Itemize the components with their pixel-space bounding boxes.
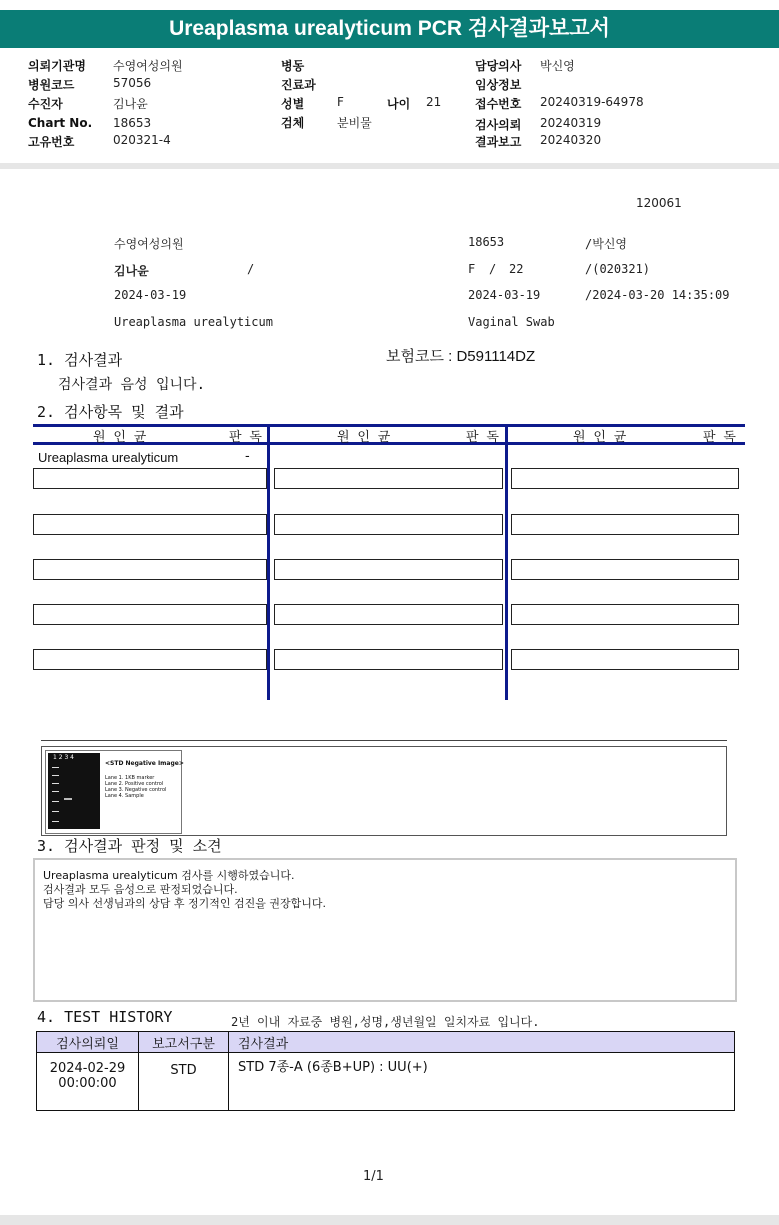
empty-cell [33, 559, 267, 580]
table-row [37, 1053, 735, 1111]
label-age: 나이 [387, 97, 411, 111]
value-specimen: 분비물 [337, 116, 372, 130]
empty-cell [274, 604, 503, 625]
empty-cell [33, 649, 267, 670]
info-specimen: Vaginal Swab [468, 315, 555, 329]
empty-cell [274, 468, 503, 489]
section2-heading: 2. 검사항목 및 결과 [37, 403, 184, 421]
info-receive-date: 2024-03-19 [468, 288, 541, 302]
label-receipt-no: 접수번호 [475, 97, 522, 111]
empty-cell [33, 468, 267, 489]
label-ward: 병동 [281, 59, 305, 73]
history-col-type: 보고서구분 [139, 1032, 229, 1053]
col3-judge-header: 판 독 [703, 430, 736, 445]
gel-band [52, 767, 59, 768]
gel-lane-numbers: 1 2 3 4 [53, 754, 74, 761]
section1-heading: 1. 검사결과 [37, 351, 123, 369]
info-name: 김나윤 [114, 264, 149, 278]
empty-cell [274, 514, 503, 535]
gel-lane-3: Lane 3. Negative control [105, 787, 167, 793]
gel-band [64, 798, 72, 800]
col1-judge-header: 판 독 [229, 430, 262, 445]
value-doctor: 박신영 [540, 59, 575, 73]
value-age: 21 [426, 95, 442, 109]
label-patient: 수진자 [28, 97, 63, 111]
history-type: STD [139, 1053, 229, 1111]
value-report-date: 20240320 [540, 133, 602, 147]
value-request-date: 20240319 [540, 116, 602, 130]
label-department: 진료과 [281, 78, 316, 92]
report-title: Ureaplasma urealyticum PCR 검사결과보고서 [0, 10, 779, 48]
empty-cell [511, 604, 739, 625]
history-table [36, 1031, 735, 1111]
history-col-result: 검사결과 [229, 1032, 735, 1053]
info-report-datetime: /2024-03-20 14:35:09 [585, 288, 730, 302]
gel-top-rule [41, 740, 727, 741]
insurance-code: 보험코드 : D591114DZ [386, 348, 536, 365]
empty-cell [511, 514, 739, 535]
gel-band [52, 801, 59, 802]
section1-result: 검사결과 음성 입니다. [58, 377, 206, 393]
gel-figure [45, 750, 182, 834]
info-request-date: 2024-03-19 [114, 288, 187, 302]
label-request-date: 검사의뢰 [475, 118, 522, 132]
info-age: 22 [509, 262, 524, 276]
value-hospital-code: 57056 [113, 76, 152, 90]
gel-lane-1: Lane 1. 1KB marker [105, 775, 155, 781]
history-header-row [37, 1032, 735, 1053]
label-unique-no: 고유번호 [28, 135, 75, 149]
empty-cell [511, 649, 739, 670]
empty-cell [274, 559, 503, 580]
history-date: 2024-02-29 [49, 1061, 126, 1076]
info-sex-slash: / [489, 262, 497, 276]
code-number: 120061 [636, 196, 682, 210]
gel-band [52, 821, 59, 822]
result-judgement: - [245, 449, 250, 464]
label-report-date: 결과보고 [475, 135, 522, 149]
info-sex: F [468, 262, 476, 276]
value-unique-no: 020321-4 [113, 133, 171, 147]
label-specimen: 검체 [281, 116, 305, 130]
opinion-line-1: Ureaplasma urealyticum 검사를 시행하였습니다. [43, 869, 295, 882]
label-clinical-info: 임상정보 [475, 78, 522, 92]
gel-caption: <STD Negative Image> [105, 760, 184, 767]
table-divider-2 [505, 424, 508, 700]
page-number: 1/1 [363, 1169, 384, 1184]
section4-heading: 4. TEST HISTORY [37, 1008, 173, 1026]
opinion-box [33, 858, 737, 1002]
label-chart-no: Chart No. [28, 116, 93, 130]
empty-cell [33, 604, 267, 625]
info-doctor: /박신영 [585, 237, 628, 251]
table-divider-1 [267, 424, 270, 700]
history-result: STD 7종-A (6종B+UP) : UU(+) [229, 1053, 735, 1111]
gel-band [52, 811, 59, 812]
result-pathogen: Ureaplasma urealyticum [38, 450, 179, 465]
empty-cell [511, 468, 739, 489]
label-sex: 성별 [281, 97, 305, 111]
gel-image-panel [41, 746, 727, 836]
info-id: /(020321) [585, 262, 651, 276]
page-separator [0, 163, 779, 169]
label-hospital-code: 병원코드 [28, 78, 75, 92]
gel-lane-2: Lane 2. Positive control [105, 781, 164, 787]
section3-heading: 3. 검사결과 판정 및 소견 [37, 837, 222, 855]
history-time: 00:00:00 [58, 1076, 117, 1091]
label-clinic: 의뢰기관명 [28, 59, 86, 73]
value-clinic: 수영여성의원 [113, 59, 183, 73]
history-date-cell [37, 1053, 139, 1111]
page-bottom-separator [0, 1215, 779, 1225]
info-clinic: 수영여성의원 [114, 237, 184, 251]
gel-band [52, 791, 59, 792]
info-slash: / [247, 262, 255, 276]
value-patient: 김나윤 [113, 97, 148, 111]
history-col-date: 검사의뢰일 [37, 1032, 139, 1053]
label-doctor: 담당의사 [475, 59, 522, 73]
empty-cell [511, 559, 739, 580]
gel-band [52, 775, 59, 776]
info-chart: 18653 [468, 235, 505, 249]
gel-photo [48, 753, 100, 829]
opinion-line-3: 담당 의사 선생님과의 상담 후 정기적인 검진을 권장합니다. [43, 897, 326, 910]
gel-lane-4: Lane 4. Sample [105, 793, 144, 799]
col2-pathogen-header: 원 인 균 [337, 430, 391, 445]
value-receipt-no: 20240319-64978 [540, 95, 644, 109]
opinion-line-2: 검사결과 모두 음성으로 판정되었습니다. [43, 883, 238, 896]
value-chart-no: 18653 [113, 116, 152, 130]
empty-cell [274, 649, 503, 670]
info-test-name: Ureaplasma urealyticum [114, 315, 273, 329]
value-sex: F [337, 95, 344, 109]
col2-judge-header: 판 독 [466, 430, 499, 445]
col3-pathogen-header: 원 인 균 [573, 430, 627, 445]
history-note: 2년 이내 자료중 병원,성명,생년월일 일치자료 입니다. [231, 1015, 540, 1029]
empty-cell [33, 514, 267, 535]
gel-band [52, 783, 59, 784]
col1-pathogen-header: 원 인 균 [93, 430, 147, 445]
